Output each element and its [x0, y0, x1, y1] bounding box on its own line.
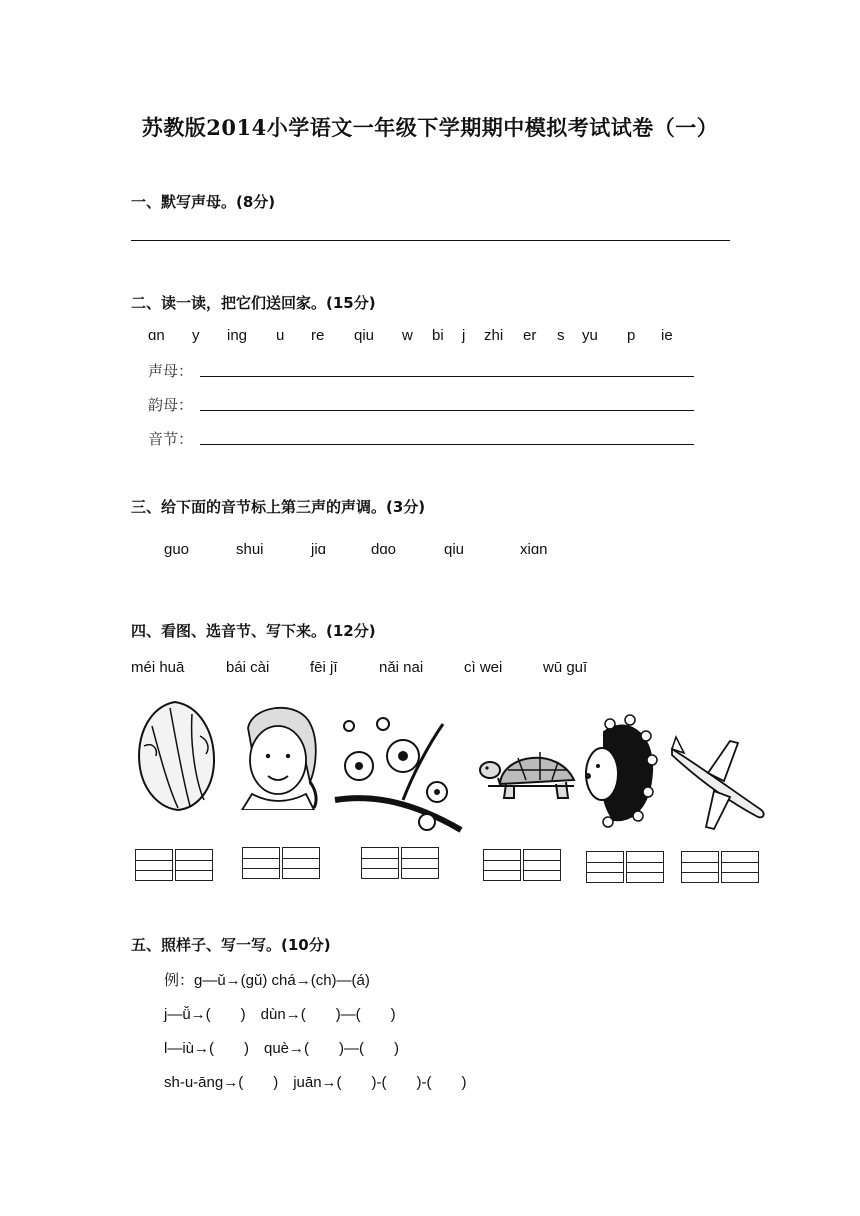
s2-item: s: [557, 327, 565, 344]
page-title: 苏教版2014小学语文一年级下学期期中模拟考试试卷（一）: [141, 115, 719, 140]
s2-item: w: [402, 327, 413, 344]
s5-row: l—iù→( ) què→( )—( ): [164, 1040, 400, 1057]
writing-grid[interactable]: [361, 847, 441, 879]
grid-cell[interactable]: [523, 849, 561, 881]
grid-cell[interactable]: [282, 847, 320, 879]
plum-blossom-icon: [333, 704, 465, 834]
s3-item: jiɑ: [311, 541, 327, 558]
s3-item: qiu: [444, 541, 465, 558]
writing-grid[interactable]: [242, 847, 322, 879]
s3-item: xiɑn: [520, 541, 548, 558]
section-4-heading: 四、看图、选音节、写下来。(12分): [131, 622, 376, 640]
s4-choice: méi huā: [131, 659, 185, 676]
cabbage-icon: [130, 696, 220, 814]
answer-line-finals[interactable]: [200, 410, 694, 411]
writing-grid[interactable]: [483, 849, 563, 881]
grid-cell[interactable]: [242, 847, 280, 879]
answer-line-1[interactable]: [131, 240, 730, 241]
s2-item: ing: [227, 327, 248, 344]
s2-item: yu: [582, 327, 598, 344]
s2-item: er: [523, 327, 537, 344]
section-2-heading: 二、读一读，把它们送回家。(15分): [131, 294, 376, 312]
s4-choice: nǎi nai: [379, 659, 424, 676]
grid-cell[interactable]: [626, 851, 664, 883]
grid-cell[interactable]: [483, 849, 521, 881]
turtle-icon: [478, 740, 580, 806]
hedgehog-icon: [580, 712, 658, 830]
grid-cell[interactable]: [401, 847, 439, 879]
section-1-heading: 一、默写声母。(8分): [131, 193, 276, 211]
s3-item: guo: [164, 541, 190, 558]
s2-item: j: [462, 327, 466, 344]
s4-choice: cì wei: [464, 659, 503, 676]
s4-choice: bái cài: [226, 659, 270, 676]
writing-grid[interactable]: [135, 849, 215, 881]
writing-grid[interactable]: [681, 851, 761, 883]
answer-line-syllables[interactable]: [200, 444, 694, 445]
answer-line-initials[interactable]: [200, 376, 694, 377]
s5-row: sh-u-āng→( ) juān→( )-( )-( ): [164, 1074, 467, 1091]
grid-cell[interactable]: [361, 847, 399, 879]
grid-cell[interactable]: [586, 851, 624, 883]
s2-item: p: [627, 327, 636, 344]
s2-item: y: [192, 327, 200, 344]
writing-grid[interactable]: [586, 851, 666, 883]
airplane-icon: [668, 735, 768, 835]
section-3-heading: 三、给下面的音节标上第三声的声调。(3分): [131, 498, 426, 516]
s2-item: qiu: [354, 327, 375, 344]
s4-choice: fēi jī: [310, 659, 338, 676]
label-finals: 韵母：: [148, 396, 194, 414]
grid-cell[interactable]: [135, 849, 173, 881]
grid-cell[interactable]: [681, 851, 719, 883]
s2-item: ɑn: [148, 327, 165, 344]
label-initials: 声母：: [148, 362, 194, 380]
s3-item: shui: [236, 541, 264, 558]
s2-item: ie: [661, 327, 673, 344]
s5-row: j—ǚ→( ) dùn→( )—( ): [164, 1006, 396, 1023]
s2-item: bi: [432, 327, 444, 344]
s5-example: 例：g—ǔ→(gǔ) chá→(ch)—(á): [164, 972, 370, 989]
s4-choice: wū guī: [543, 659, 588, 676]
s2-item: re: [311, 327, 325, 344]
s2-item: u: [276, 327, 285, 344]
grandma-icon: [234, 698, 320, 810]
label-syllables: 音节：: [148, 430, 194, 448]
s2-item: zhi: [484, 327, 504, 344]
s3-item: dɑo: [371, 541, 397, 558]
grid-cell[interactable]: [721, 851, 759, 883]
grid-cell[interactable]: [175, 849, 213, 881]
section-5-heading: 五、照样子、写一写。(10分): [131, 936, 331, 954]
